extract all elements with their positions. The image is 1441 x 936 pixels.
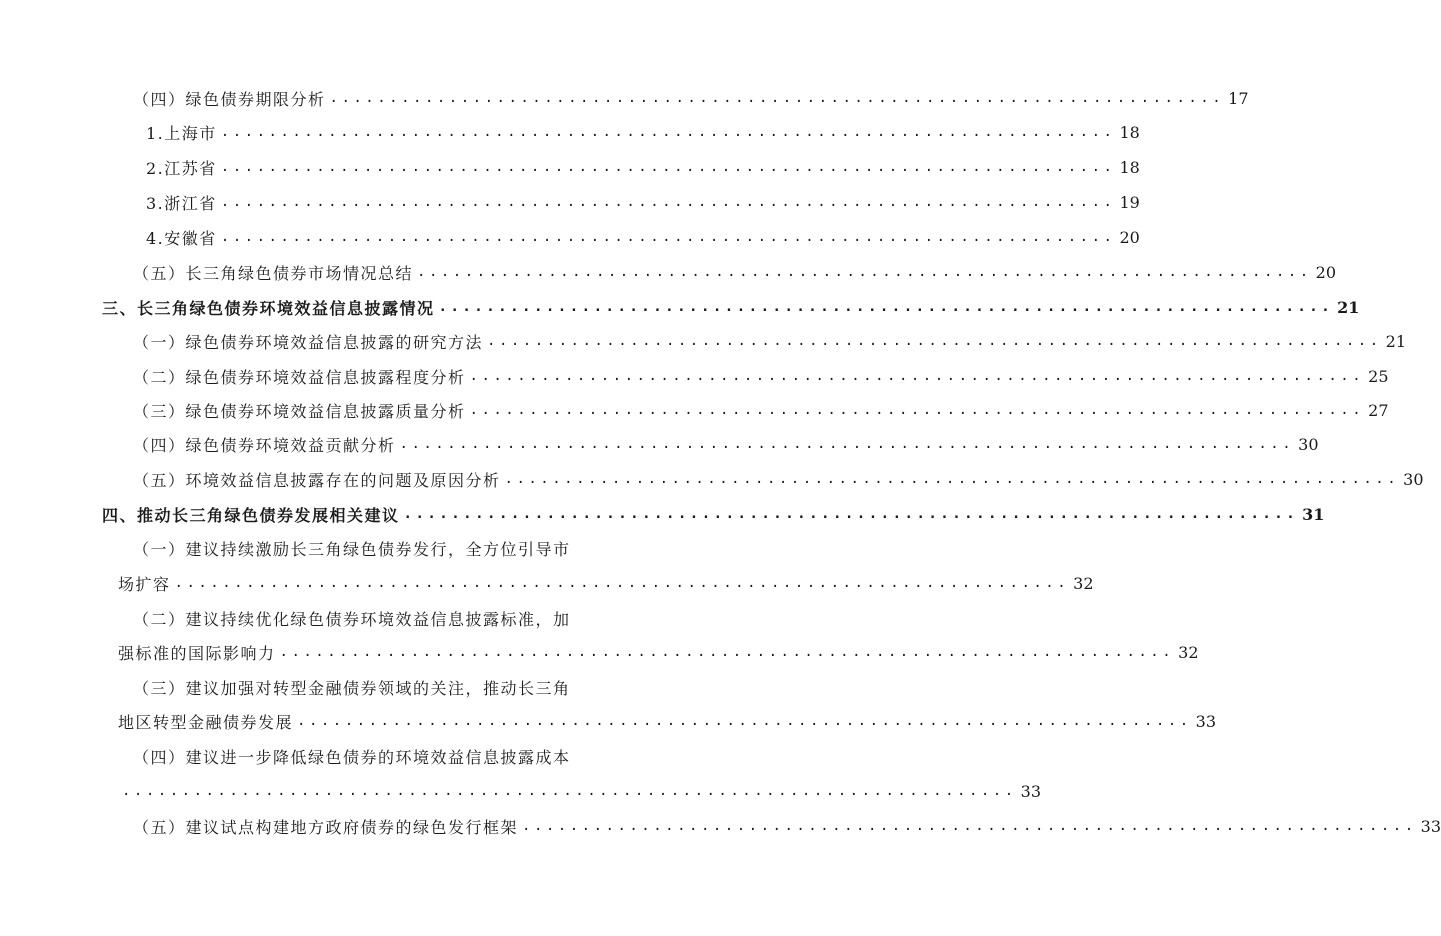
toc-entry[interactable] (133, 675, 571, 699)
toc-entry-continuation[interactable] (118, 709, 1217, 733)
toc-entry-page: 17 (1228, 88, 1249, 108)
toc-entry[interactable] (133, 606, 571, 630)
dot-leader: ........................................................................... (122, 783, 1017, 799)
toc-entry-title: （一）绿色债券环境效益信息披露的研究方法 (133, 332, 484, 352)
toc-entry-page: 18 (1119, 157, 1140, 177)
toc-entry-title: （三）绿色债券环境效益信息披露质量分析 (133, 401, 466, 421)
dot-leader: ........................................................................... (220, 159, 1116, 175)
toc-entry[interactable] (133, 814, 1441, 838)
toc-entry[interactable] (133, 86, 1249, 110)
toc-entry[interactable] (133, 536, 571, 560)
toc-entry-page: 20 (1315, 262, 1337, 282)
toc-entry[interactable] (133, 329, 1407, 353)
toc-entry[interactable] (133, 744, 571, 768)
toc-entry-title: （五）建议试点构建地方政府债券的绿色发行框架 (133, 817, 519, 837)
toc-entry-title: 三、长三角绿色债券环境效益信息披露情况 (102, 298, 435, 318)
toc-entry-title: （一）建议持续激励长三角绿色债券发行，全方位引导市 (133, 539, 571, 559)
toc-entry[interactable] (146, 225, 1140, 249)
toc-entry-title: （五）环境效益信息披露存在的问题及原因分析 (133, 470, 501, 490)
toc-entry-title: （四）绿色债券期限分析 (133, 89, 326, 109)
toc-entry-title: 1.上海市 (146, 123, 217, 143)
toc-entry-title-cont: 场扩容 (118, 574, 171, 594)
toc-entry-page: 33 (1195, 711, 1217, 731)
toc-entry[interactable] (146, 190, 1140, 214)
toc-entry-page: 21 (1385, 331, 1407, 351)
toc-entry-continuation[interactable] (122, 779, 1042, 803)
toc-entry-title: 4.安徽省 (146, 228, 217, 248)
toc-entry-title: 四、推动长三角绿色债券发展相关建议 (102, 505, 400, 525)
dot-leader: ........................................................................... (417, 264, 1312, 280)
toc-entry[interactable] (133, 260, 1337, 284)
toc-entry-title-cont: 强标准的国际影响力 (118, 643, 276, 663)
dot-leader: ........................................................................... (469, 368, 1365, 384)
dot-leader: ........................................................................... (403, 506, 1299, 522)
dot-leader: ........................................................................... (438, 299, 1334, 315)
toc-entry-title: 3.浙江省 (146, 193, 217, 213)
toc-entry-continuation[interactable] (118, 571, 1094, 595)
toc-entry[interactable] (133, 432, 1319, 456)
toc-entry-title: 2.江苏省 (146, 158, 217, 178)
toc-entry-page: 30 (1403, 469, 1424, 489)
toc-entry-page: 33 (1020, 781, 1042, 801)
dot-leader: ........................................................................... (220, 124, 1116, 140)
dot-leader: ........................................................................... (279, 644, 1175, 660)
dot-leader: ........................................................................... (174, 575, 1070, 591)
toc-entry[interactable] (146, 155, 1140, 179)
toc-entry-page: 18 (1119, 122, 1140, 142)
dot-leader: ........................................................................... (469, 402, 1365, 418)
toc-entry[interactable] (133, 364, 1389, 388)
toc-entry-page: 27 (1368, 400, 1389, 420)
toc-entry[interactable] (133, 398, 1389, 422)
toc-entry-page: 20 (1119, 227, 1140, 247)
toc-entry-page: 25 (1368, 366, 1389, 386)
toc-chapter-entry[interactable] (102, 295, 1360, 319)
toc-entry-page: 32 (1178, 642, 1199, 662)
toc-entry-title: （二）建议持续优化绿色债券环境效益信息披露标准，加 (133, 609, 571, 629)
dot-leader: ........................................................................... (220, 229, 1116, 245)
toc-entry-page: 33 (1420, 816, 1441, 836)
toc-entry-continuation[interactable] (118, 640, 1199, 664)
toc-chapter-entry[interactable] (102, 502, 1325, 526)
dot-leader: ........................................................................... (297, 713, 1192, 729)
toc-entry-title: （四）建议进一步降低绿色债券的环境效益信息披露成本 (133, 747, 571, 767)
toc-entry-page: 31 (1302, 504, 1325, 524)
toc-entry-page: 30 (1298, 434, 1319, 454)
toc-entry-title: （二）绿色债券环境效益信息披露程度分析 (133, 367, 466, 387)
dot-leader: ........................................................................... (220, 194, 1116, 210)
toc-entry-title: （三）建议加强对转型金融债券领域的关注，推动长三角 (133, 678, 571, 698)
dot-leader: ........................................................................... (504, 471, 1400, 487)
toc-entry-title: （五）长三角绿色债券市场情况总结 (133, 263, 414, 283)
toc-entry-title-cont: 地区转型金融债券发展 (118, 712, 294, 732)
toc-entry-title: （四）绿色债券环境效益贡献分析 (133, 435, 396, 455)
dot-leader: ........................................................................... (399, 436, 1295, 452)
toc-entry-page: 32 (1073, 573, 1094, 593)
toc-entry[interactable] (133, 467, 1424, 491)
dot-leader: ........................................................................... (487, 333, 1382, 349)
toc-entry-page: 21 (1337, 297, 1360, 317)
toc-entry-page: 19 (1119, 192, 1140, 212)
dot-leader: ........................................................................... (522, 818, 1417, 834)
toc-entry[interactable] (146, 120, 1140, 144)
dot-leader: ........................................................................... (329, 90, 1225, 106)
